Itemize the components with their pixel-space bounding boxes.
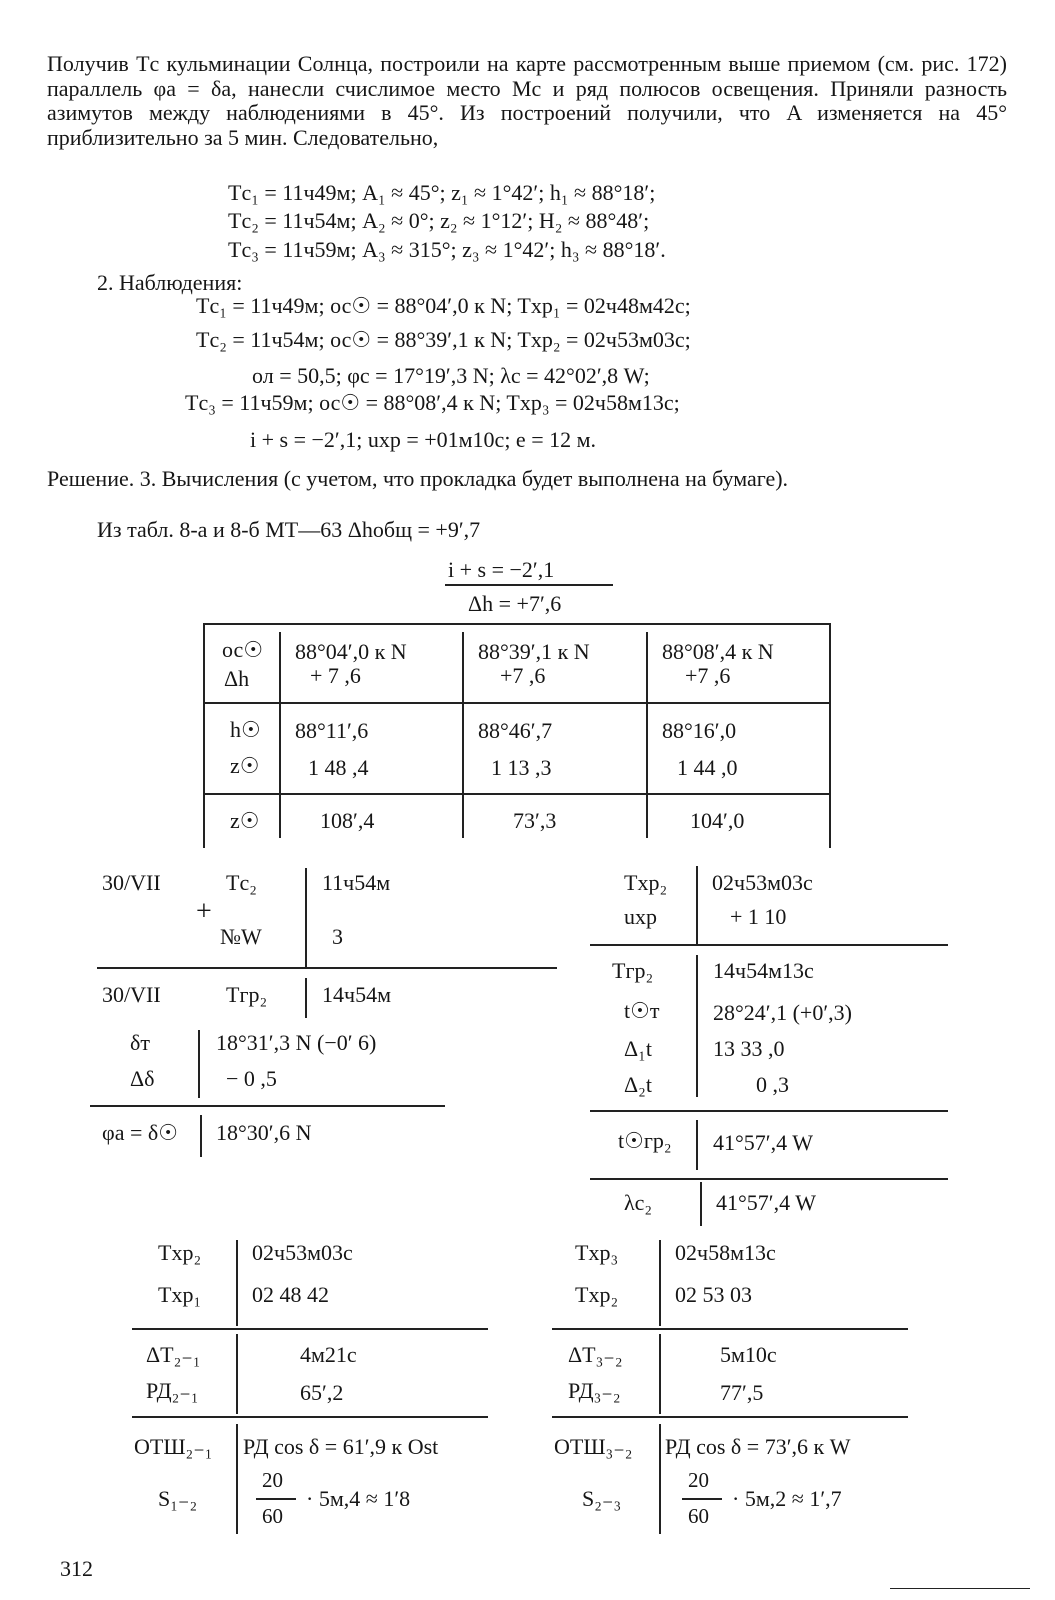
bl-r5-value: РД cos δ = 61′,9 к Ost [243, 1434, 439, 1459]
col1-zmin: 108′,4 [320, 808, 375, 833]
col2-z: 1 13 ,3 [491, 755, 552, 780]
tc2-value: 11ч54м [322, 870, 391, 895]
bl-fraction-bar [256, 1498, 296, 1500]
observation-row-5: i + s = −2′,1; uхр = +01м10с; e = 12 м. [250, 427, 597, 452]
tt-label: t☉т [624, 998, 660, 1023]
bl-r1-label: Tхр₂ [158, 1240, 202, 1265]
phi-value: 18°30′,6 N [216, 1120, 312, 1145]
phi-label: φa = δ☉ [102, 1120, 178, 1145]
col3-dh: +7 ,6 [685, 663, 731, 688]
br-r2-value: 02 53 03 [675, 1282, 752, 1307]
br-r1-value: 02ч58м13с [675, 1240, 776, 1265]
delta-t-label: δт [130, 1030, 150, 1055]
observation-row-2: Tс₂ = 11ч54м; ос☉ = 88°39′,1 к N; Tхр₂ = 02ч53м03с; [196, 327, 691, 352]
label-z: z☉ [230, 753, 260, 778]
col3-zmin: 104′,0 [690, 808, 745, 833]
tgr-label: t☉гр₂ [618, 1128, 672, 1153]
uxr-label: uхр [624, 904, 657, 929]
br-fraction-bar [682, 1498, 722, 1500]
bl-r6-value: · 5м,4 ≈ 1′8 [306, 1486, 411, 1511]
uxr-value: + 1 10 [730, 904, 787, 929]
label-zmin: z☉ [230, 808, 260, 833]
br-r4-label: РД₃₋₂ [568, 1378, 621, 1403]
br-r6-label: S₂₋₃ [582, 1486, 622, 1511]
br-r5-label: ОТШ₃₋₂ [554, 1434, 633, 1459]
tt-value: 28°24′,1 (+0′,3) [713, 1000, 852, 1025]
col1-h: 88°11′,6 [295, 718, 369, 743]
observations-heading: 2. Наблюдения: [97, 270, 243, 295]
col1-z: 1 48 ,4 [308, 755, 369, 780]
delta-h-line: Δh = +7′,6 [468, 591, 562, 616]
nw-value: 3 [332, 924, 343, 949]
br-r3-label: ΔT₃₋₂ [568, 1342, 623, 1367]
culmination-row-1: Tс₁ = 11ч49м; A₁ ≈ 45°; z₁ ≈ 1°42′; h₁ ≈ 88°18′; [228, 180, 656, 205]
col2-oc: 88°39′,1 к N [478, 639, 590, 664]
page-number: 312 [60, 1556, 93, 1581]
bl-r3-value: 4м21с [300, 1342, 357, 1367]
bl-r2-value: 02 48 42 [252, 1282, 329, 1307]
bl-fraction-num: 20 [262, 1468, 283, 1492]
tables-line: Из табл. 8-а и 8-б МТ—63 Δhобщ = +9′,7 [97, 517, 481, 542]
br-r3-value: 5м10с [720, 1342, 777, 1367]
col3-oc: 88°08′,4 к N [662, 639, 774, 664]
d1t-value: 13 33 ,0 [713, 1036, 785, 1061]
observation-row-4: Tс₃ = 11ч59м; ос☉ = 88°08′,4 к N; Tхр₃ = 02ч58м13с; [185, 390, 680, 415]
tgr2-right-label: Tгр₂ [612, 958, 654, 983]
d2t-label: Δ₂t [624, 1072, 652, 1097]
dd-label: Δδ [130, 1066, 155, 1091]
observation-row-1: Tс₁ = 11ч49м; ос☉ = 88°04′,0 к N; Tхр₁ = 02ч48м42с; [196, 293, 691, 318]
label-h: h☉ [230, 717, 261, 742]
col2-h: 88°46′,7 [478, 718, 553, 743]
bl-r4-value: 65′,2 [300, 1380, 344, 1405]
d1t-label: Δ₁t [624, 1036, 652, 1061]
col1-dh: + 7 ,6 [310, 663, 361, 688]
col3-h: 88°16′,0 [662, 718, 737, 743]
correction-line: i + s = −2′,1 [448, 557, 555, 582]
nw-label: №W [220, 924, 262, 949]
label-dh: Δh [224, 666, 250, 691]
txr2-label: Tхр₂ [624, 870, 668, 895]
solution-paragraph: Решение. 3. Вычисления (с учетом, что прокладка будет выполнена на бумаге). [47, 466, 789, 491]
dd-value: − 0 ,5 [226, 1066, 277, 1091]
date-1: 30/VII [102, 870, 161, 895]
br-r1-label: Tхр₃ [575, 1240, 619, 1265]
bl-fraction-den: 60 [262, 1504, 283, 1528]
date-2: 30/VII [102, 982, 161, 1007]
col3-z: 1 44 ,0 [677, 755, 738, 780]
lambda-value: 41°57′,4 W [716, 1190, 816, 1215]
delta-t-value: 18°31′,3 N (−0′ 6) [216, 1030, 377, 1055]
br-r6-value: · 5м,2 ≈ 1′,7 [732, 1486, 842, 1511]
bl-r3-label: ΔT₂₋₁ [146, 1342, 201, 1367]
label-oc: ос☉ [222, 637, 264, 662]
br-fraction-num: 20 [688, 1468, 709, 1492]
tgr2-value: 14ч54м [322, 982, 391, 1007]
plus-sign: + [196, 896, 212, 927]
observation-row-3: ол = 50,5; φс = 17°19′,3 N; λс = 42°02′,8 W; [252, 363, 650, 388]
footer-rule [890, 1588, 1030, 1589]
lambda-label: λc₂ [624, 1190, 653, 1215]
tc2-label: Tс₂ [226, 870, 257, 895]
tgr2-label: Tгр₂ [226, 982, 268, 1007]
culmination-row-3: Tс₃ = 11ч59м; A₃ ≈ 315°; z₃ ≈ 1°42′; h₃ ≈ 88°18′. [228, 237, 666, 262]
txr2-value: 02ч53м03с [712, 870, 813, 895]
bl-r6-label: S₁₋₂ [158, 1486, 198, 1511]
bl-r4-label: РД₂₋₁ [146, 1378, 199, 1403]
col2-dh: +7 ,6 [500, 663, 546, 688]
br-r4-value: 77′,5 [720, 1380, 764, 1405]
bl-r1-value: 02ч53м03с [252, 1240, 353, 1265]
d2t-value: 0 ,3 [756, 1072, 789, 1097]
col2-zmin: 73′,3 [513, 808, 557, 833]
bl-r5-label: ОТШ₂₋₁ [134, 1434, 213, 1459]
tgr2-right-value: 14ч54м13с [713, 958, 814, 983]
br-fraction-den: 60 [688, 1504, 709, 1528]
bl-r2-label: Tхр₁ [158, 1282, 202, 1307]
correction-rule [445, 584, 613, 586]
col1-oc: 88°04′,0 к N [295, 639, 407, 664]
br-r2-label: Tхр₂ [575, 1282, 619, 1307]
culmination-row-2: Tс₂ = 11ч54м; A₂ ≈ 0°; z₂ ≈ 1°12′; H₂ ≈ 88°48′; [228, 208, 650, 233]
tgr-value: 41°57′,4 W [713, 1130, 813, 1155]
intro-paragraph: Получив Tс кульминации Солнца, построили на карте рассмотренным выше приемом (см. рис. 172) параллель φa = δa, нанесли счислимое место Mс и ряд полюсов освещения. Приняли разность азимутов между наблюдениями в 45°. Из построений получили, что A изменяется на 45° приблизительно за 5 мин. Следовательно, [47, 51, 1007, 150]
br-r5-value: РД cos δ = 73′,6 к W [665, 1434, 851, 1459]
